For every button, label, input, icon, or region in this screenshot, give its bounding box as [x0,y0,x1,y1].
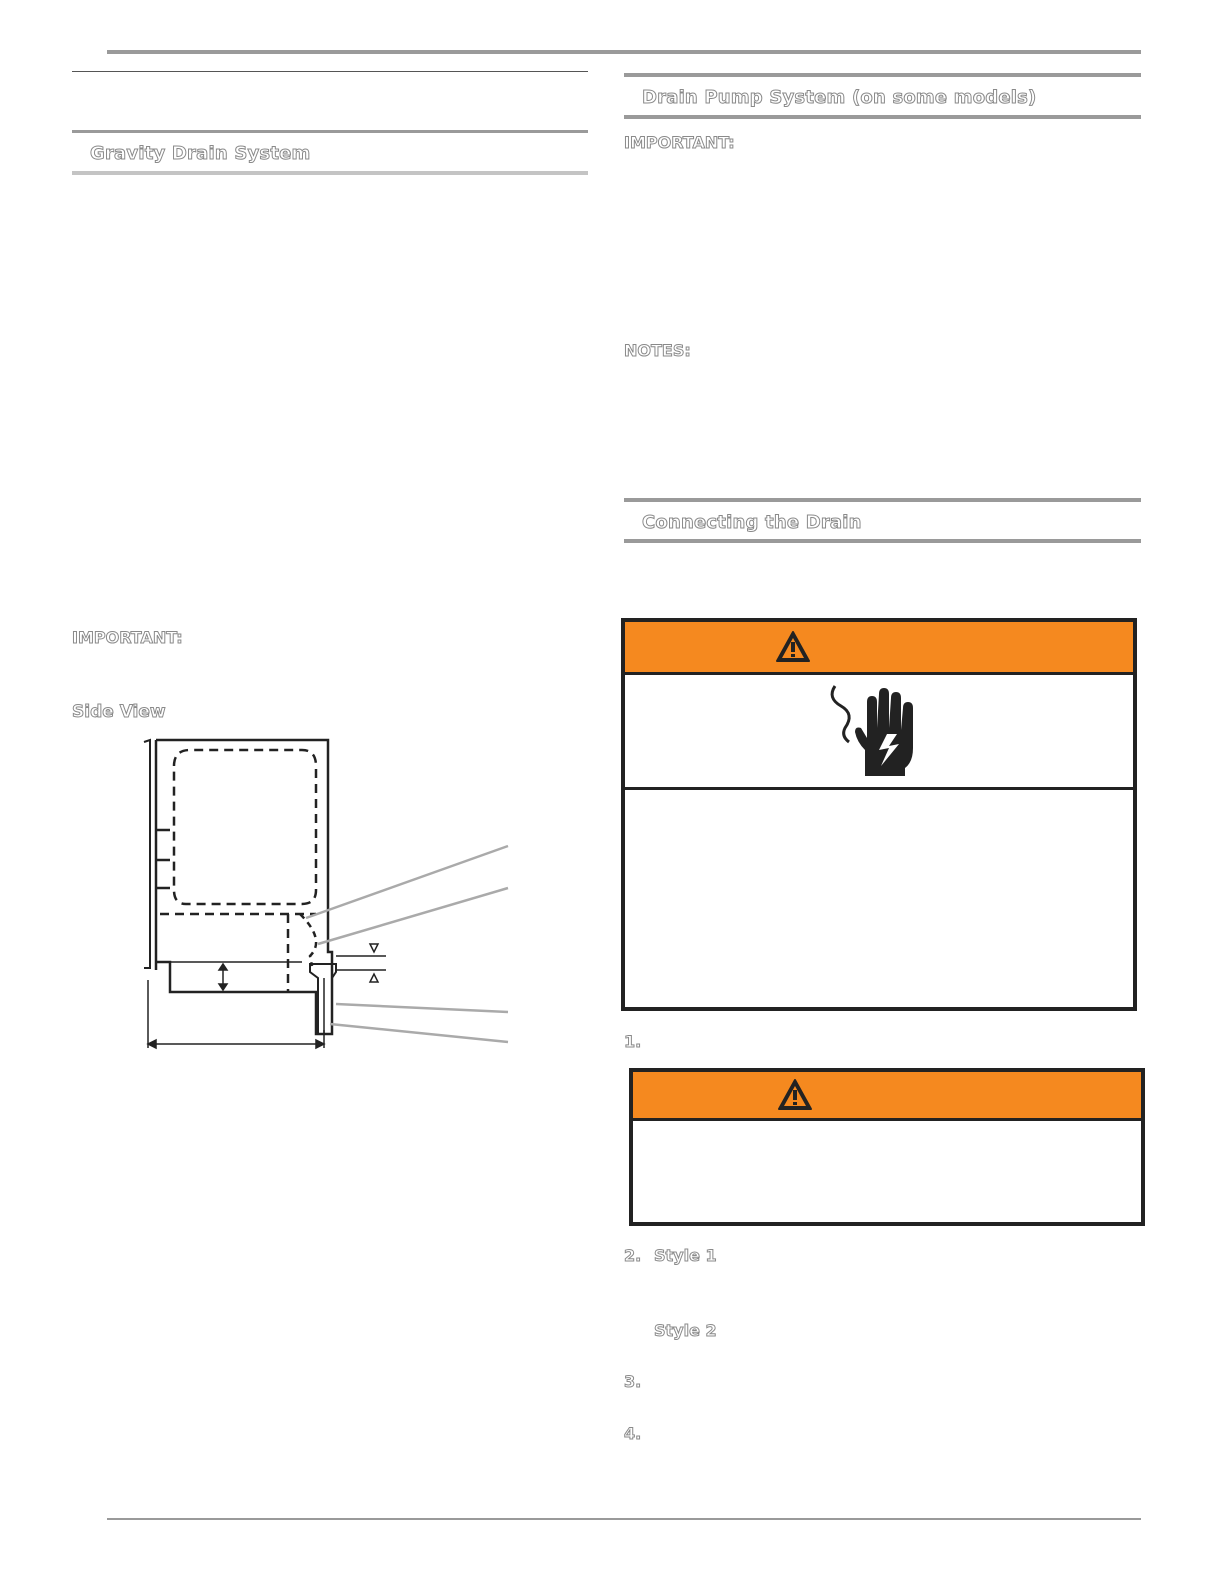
connecting-heading-bottom-rule [624,539,1141,543]
pump-heading-bottom-rule [624,115,1141,119]
step-3-number: 3. [624,1372,642,1391]
gravity-heading-bottom-rule [72,171,588,175]
gravity-heading-top-rule [72,130,588,133]
connecting-heading-top-rule [624,498,1141,502]
gravity-drain-heading: Gravity Drain System [90,143,311,164]
style-1-label: Style 1 [654,1246,717,1265]
electrical-shock-warning-box [621,618,1137,1011]
pump-important-label: IMPORTANT: [624,133,735,152]
pump-heading-top-rule [624,73,1141,77]
step-2-number: 2. [624,1246,642,1265]
style-2-label: Style 2 [654,1321,717,1340]
left-column-top-rule [72,71,588,72]
notes-label: NOTES: [624,341,691,360]
side-view-label: Side View [72,702,166,722]
warning-triangle-icon [777,1078,813,1112]
gravity-important-label: IMPORTANT: [72,628,183,647]
warning-header-bar-2 [633,1072,1141,1121]
side-view-diagram [130,730,530,1060]
warning-symbol-divider [625,787,1133,790]
warning-triangle-icon [775,630,811,664]
page-bottom-rule [107,1518,1141,1520]
second-warning-box [629,1068,1145,1226]
step-1-number: 1. [624,1032,642,1051]
warning-header-bar [625,622,1133,675]
page-top-rule [107,50,1141,54]
step-4-number: 4. [624,1424,642,1443]
drain-pump-heading: Drain Pump System (on some models) [642,87,1037,108]
electrical-shock-hand-icon [825,684,921,780]
connecting-drain-heading: Connecting the Drain [642,512,862,533]
